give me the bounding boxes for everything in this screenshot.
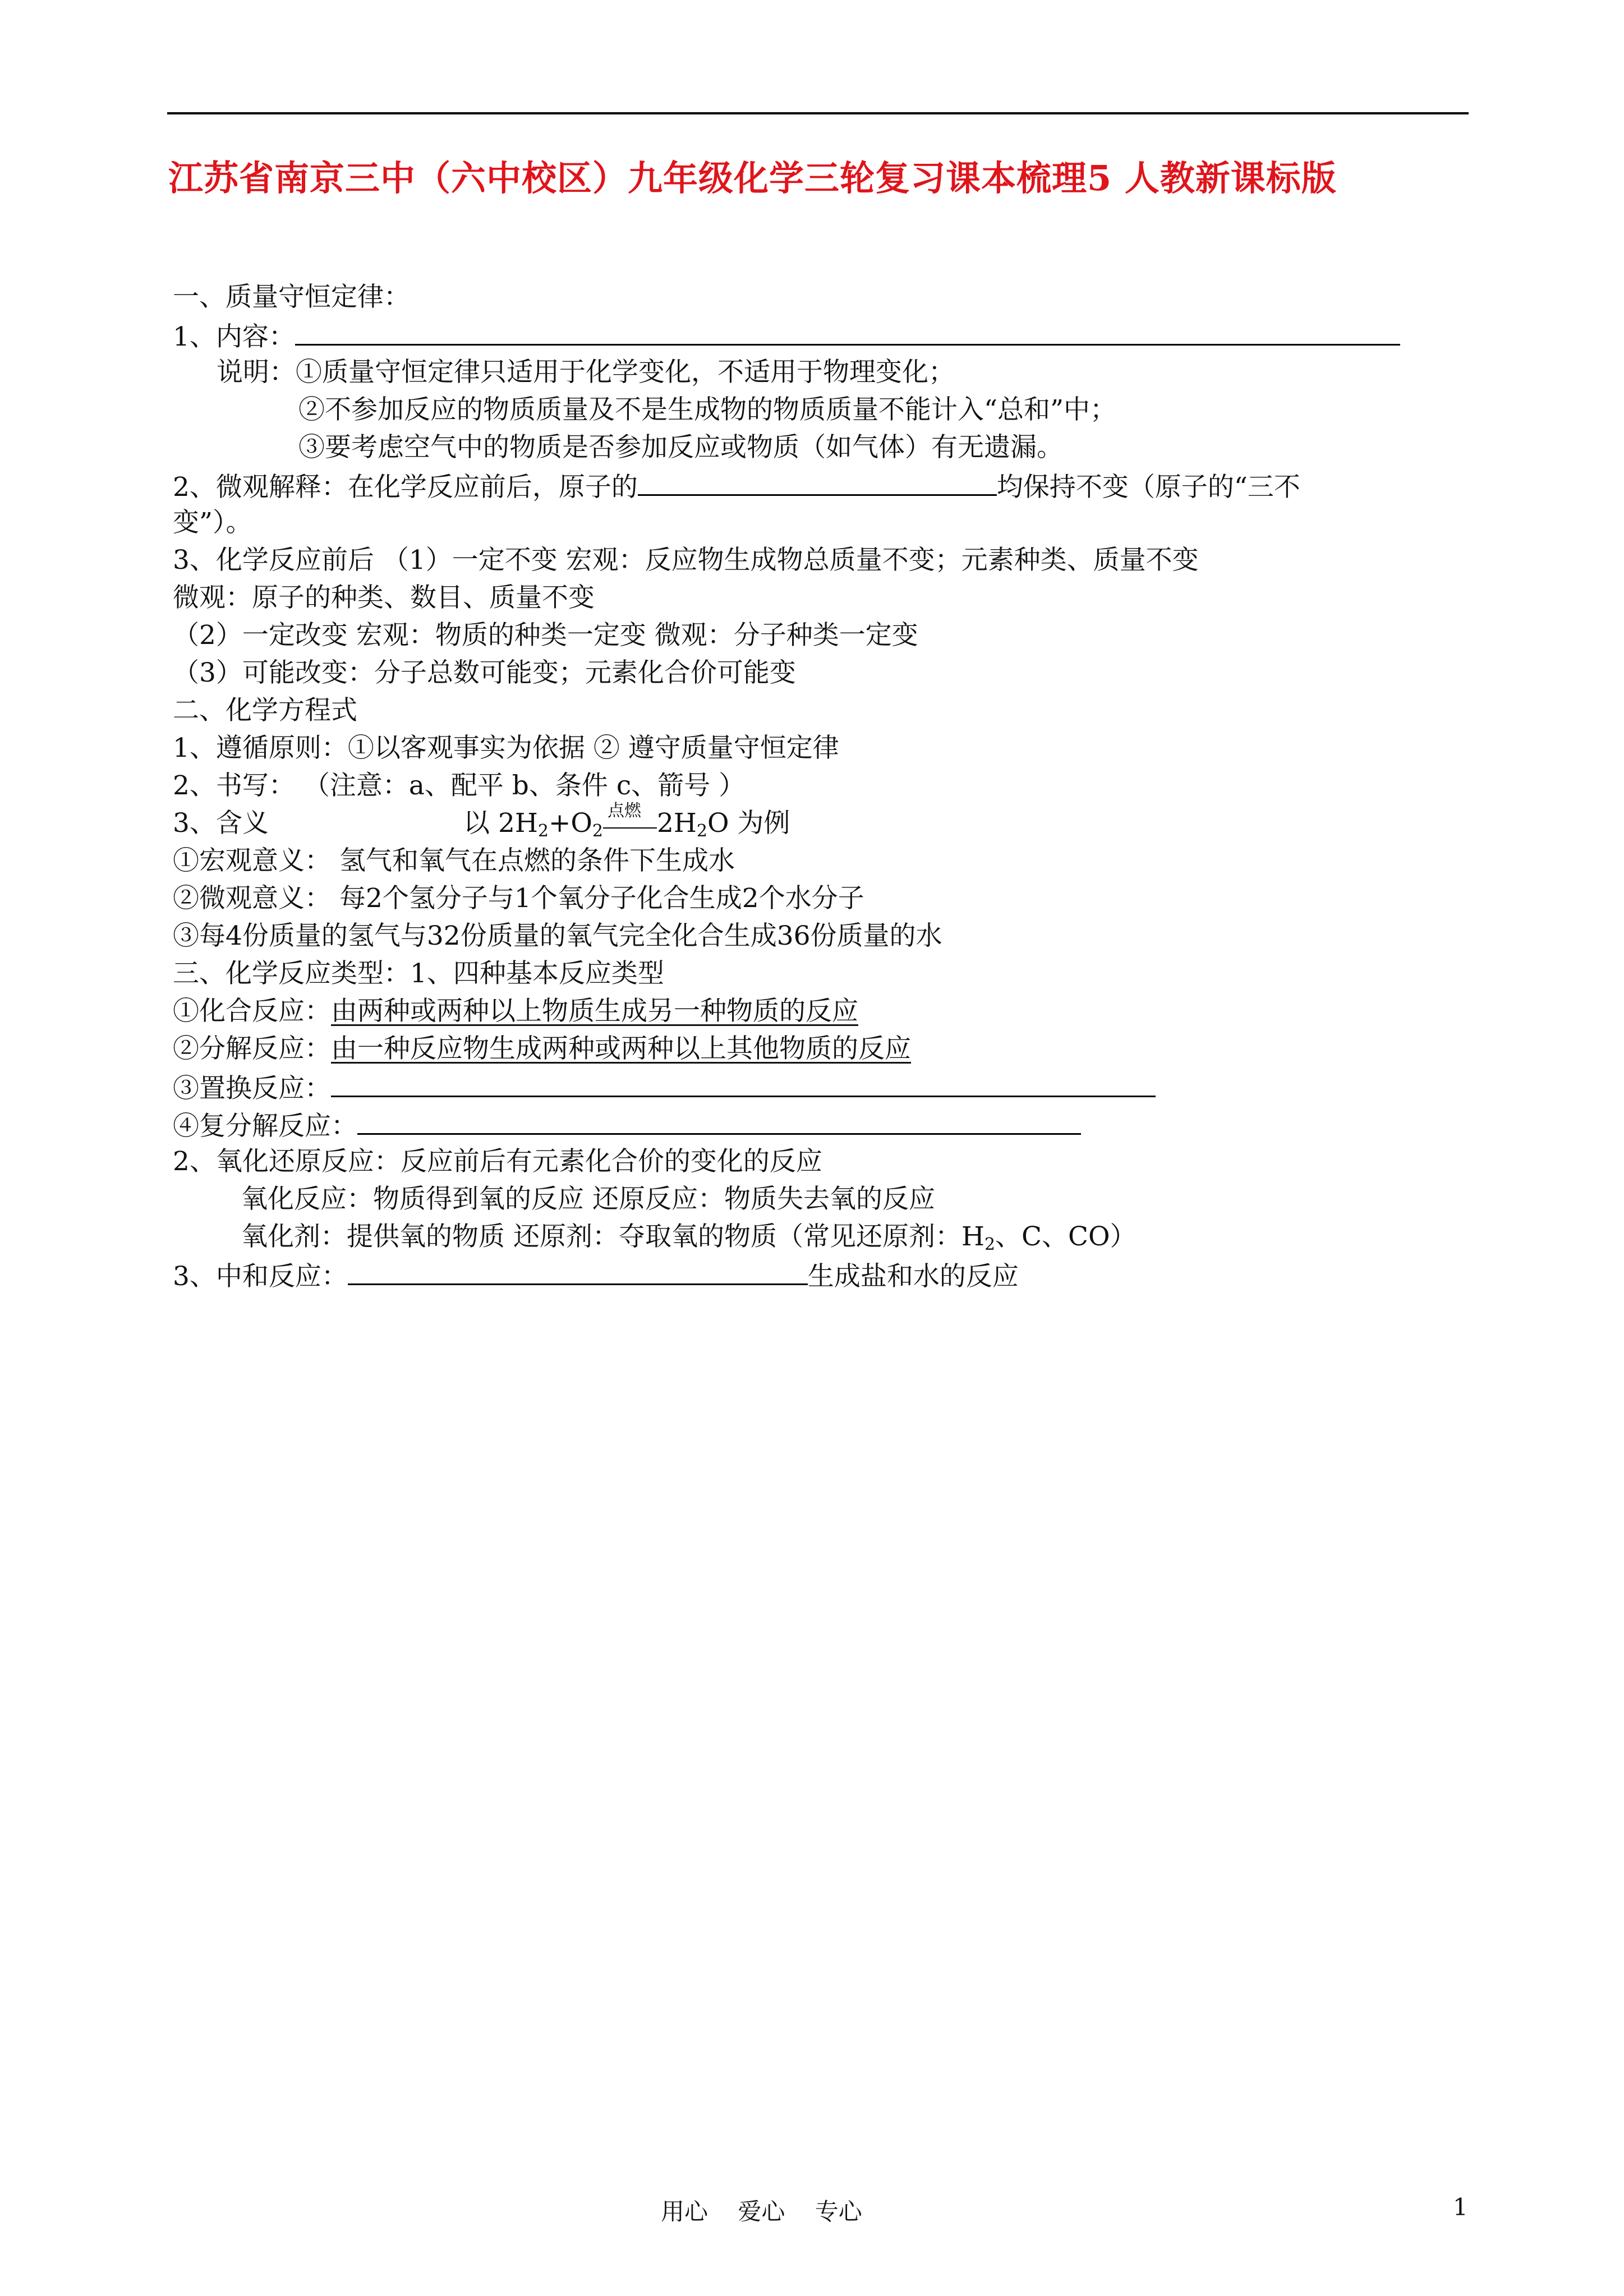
section3-heading: 三、化学反应类型：1、四种基本反应类型 xyxy=(173,958,664,989)
micro-prefix: 2、微观解释：在化学反应前后，原子的 xyxy=(173,472,638,503)
principle-line: 1、遵循原则：①以客观事实为依据 ② 遵守质量守恒定律 xyxy=(173,733,839,763)
neutralization-blank[interactable] xyxy=(348,1258,808,1285)
change-line2: 微观：原子的种类、数目、质量不变 xyxy=(173,582,595,613)
neutralization-label: 3、中和反应： xyxy=(173,1261,348,1292)
note3: ③要考虑空气中的物质是否参加反应或物质（如气体）有无遗漏。 xyxy=(298,432,1063,463)
note1: ①质量守恒定律只适用于化学变化，不适用于物理变化； xyxy=(296,357,955,388)
reaction-arrow xyxy=(603,801,657,840)
equation-example: 以 $2H_2+O_2$ 点燃 $2H_2O$ 为例 xyxy=(463,807,790,848)
content-blank[interactable] xyxy=(295,318,1400,346)
double-displacement-blank[interactable] xyxy=(357,1107,1081,1135)
decomposition-line xyxy=(173,1032,911,1066)
change-line1: 3、化学反应前后 （1）一定不变 宏观：反应物生成物总质量不变；元素种类、质量不变 xyxy=(173,545,1199,576)
displacement-line xyxy=(173,1070,1156,1106)
double-displacement-label: ④复分解反应： xyxy=(173,1111,357,1142)
micro-meaning: ②微观意义： 每2个氢分子与1个氧分子化合生成2个水分子 xyxy=(173,883,864,914)
change-line4: （3）可能改变：分子总数可能变；元素化合价可能变 xyxy=(173,657,796,688)
decomposition-label: ②分解反应： xyxy=(173,1033,331,1064)
section1-heading: 一、质量守恒定律： xyxy=(173,282,410,312)
content-line xyxy=(173,318,1400,354)
decomposition-text: 由一种反应物生成两种或两种以上其他物质的反应 xyxy=(331,1033,911,1064)
note2: ②不参加反应的物质质量及不是生成物的物质质量不能计入“总和”中； xyxy=(298,394,1117,425)
double-displacement-line xyxy=(173,1107,1081,1143)
page-number: 1 xyxy=(1453,2193,1468,2221)
combination-text: 由两种或两种以上物质生成另一种物质的反应 xyxy=(331,996,858,1027)
note1-line xyxy=(217,356,955,389)
micro-cont: 变”）。 xyxy=(173,507,252,538)
displacement-label: ③置换反应： xyxy=(173,1073,331,1104)
neutralization-line xyxy=(173,1258,1019,1294)
mass-meaning: ③每4份质量的氢气与32份质量的氧气完全化合生成36份质量的水 xyxy=(173,921,942,951)
micro-explain-line xyxy=(173,468,1300,504)
footer-motto: 用心 爱心 专心 xyxy=(661,2198,862,2225)
combination-line xyxy=(173,995,858,1028)
note-label: 说明： xyxy=(217,357,296,388)
writing-line: 2、书写： （注意：a、配平 b、条件 c、箭号 ） xyxy=(173,770,746,801)
micro-suffix: 均保持不变（原子的“三不 xyxy=(996,472,1300,503)
redox-line: 2、氧化还原反应：反应前后有元素化合价的变化的反应 xyxy=(173,1146,822,1177)
header-rule xyxy=(167,112,1469,114)
displacement-blank[interactable] xyxy=(331,1070,1156,1097)
meaning-line xyxy=(173,801,790,841)
change-line3: （2）一定改变 宏观：物质的种类一定变 微观：分子种类一定变 xyxy=(173,620,918,651)
content-label: 1、内容： xyxy=(173,321,295,352)
macro-meaning: ①宏观意义： 氢气和氧气在点燃的条件下生成水 xyxy=(173,845,735,876)
oxidation-line: 氧化反应：物质得到氧的反应 还原反应：物质失去氧的反应 xyxy=(241,1184,935,1214)
document-title: 江苏省南京三中（六中校区）九年级化学三轮复习课本梳理5 人教新课标版 xyxy=(168,158,1337,199)
reaction-condition: 点燃 xyxy=(607,801,641,821)
meaning-label: 3、含义 xyxy=(173,808,269,839)
combination-label: ①化合反应： xyxy=(173,996,331,1027)
agents-line: 氧化剂：提供氧的物质 还原剂：夺取氧的物质（常见还原剂：$H_2$、C、CO） xyxy=(241,1221,1137,1254)
section2-heading: 二、化学方程式 xyxy=(173,695,357,726)
neutralization-suffix: 生成盐和水的反应 xyxy=(807,1261,1019,1292)
micro-blank[interactable] xyxy=(638,468,997,496)
